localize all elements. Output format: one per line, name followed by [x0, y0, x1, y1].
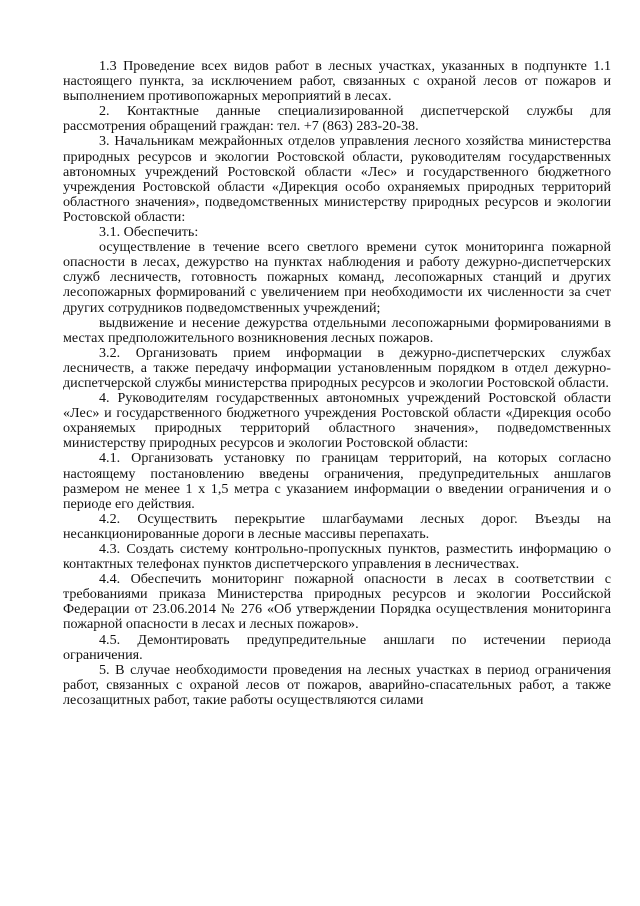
paragraph-4: 4. Руководителям государственных автономных учреждений Ростовской области «Лес» и государственного бюджетного учреждения Ростовской области «Дирекция особо охраняемых природных территорий областного значения», подведомственных министерству природных ресурсов и экологии Ростовской области:	[63, 390, 611, 452]
paragraph-4-2: 4.2. Осуществить перекрытие шлагбаумами лесных дорог. Въезды на несанкционированные дороги в лесные массивы перепахать.	[63, 510, 611, 542]
paragraph-1-3: 1.3 Проведение всех видов работ в лесных участках, указанных в подпункте 1.1 настоящего пункта, за исключением работ, связанных с охраной лесов от пожаров и выполнением противопожарных мероприятий в лесах.	[63, 58, 611, 105]
paragraph-4-5: 4.5. Демонтировать предупредительные аншлаги по истечении периода ограничения.	[63, 631, 611, 663]
paragraph-3-1-item-monitoring: осуществление в течение всего светлого времени суток мониторинга пожарной опасности в лесах, дежурство на пунктах наблюдения и работу дежурно-диспетчерских служб лесничеств, готовность пожарных команд, лесопожарных станций и других лесопожарных формирований с увеличением при необходимости их численности за счет других сотрудников подведомственных учреждений;	[63, 239, 611, 316]
paragraph-5: 5. В случае необходимости проведения на лесных участках в период ограничения работ, связанных с охраной лесов от пожаров, аварийно-спасательных работ, а также лесозащитных работ, такие работы осуществляются силами	[63, 661, 611, 708]
paragraph-4-3: 4.3. Создать систему контрольно-пропускных пунктов, разместить информацию о контактных телефонах пунктов диспетчерского управления в лесничествах.	[63, 541, 611, 573]
paragraph-4-4: 4.4. Обеспечить мониторинг пожарной опасности в лесах в соответствии с требованиями приказа Министерства природных ресурсов и экологии Российской Федерации от 23.06.2014 № 276 «Об утверждении Порядка осуществления мониторинга пожарной опасности в лесах и лесных пожаров».	[63, 571, 611, 633]
paragraph-3: 3. Начальникам межрайонных отделов управления лесного хозяйства министерства природных ресурсов и экологии Ростовской области, руководителям государственных автономных учреждений Ростовской области «Лес» и государственного бюджетного учреждения Ростовской области «Дирекция особо охраняемых природных территорий областного значения», подведомственных министерству природных ресурсов и экологии Ростовской области:	[63, 133, 611, 225]
paragraph-4-1: 4.1. Организовать установку по границам территорий, на которых согласно настоящему постановлению введены ограничения, предупредительных аншлагов размером не менее 1 х 1,5 метра с указанием информации о введении ограничения и о периоде его действия.	[63, 450, 611, 512]
paragraph-2: 2. Контактные данные специализированной диспетчерской службы для рассмотрения обращений граждан: тел. +7 (863) 283-20-38.	[63, 103, 611, 135]
document-page	[63, 59, 611, 708]
paragraph-3-2: 3.2. Организовать прием информации в дежурно-диспетчерских службах лесничеств, а также передачу информации установленным порядком в отдел дежурно-диспетчерской службы министерства природных ресурсов и экологии Ростовской области.	[63, 344, 611, 391]
paragraph-3-1: 3.1. Обеспечить:	[99, 224, 199, 241]
paragraph-3-1-item-duty: выдвижение и несение дежурства отдельными лесопожарными формированиями в местах предположительного возникновения лесных пожаров.	[63, 314, 611, 346]
